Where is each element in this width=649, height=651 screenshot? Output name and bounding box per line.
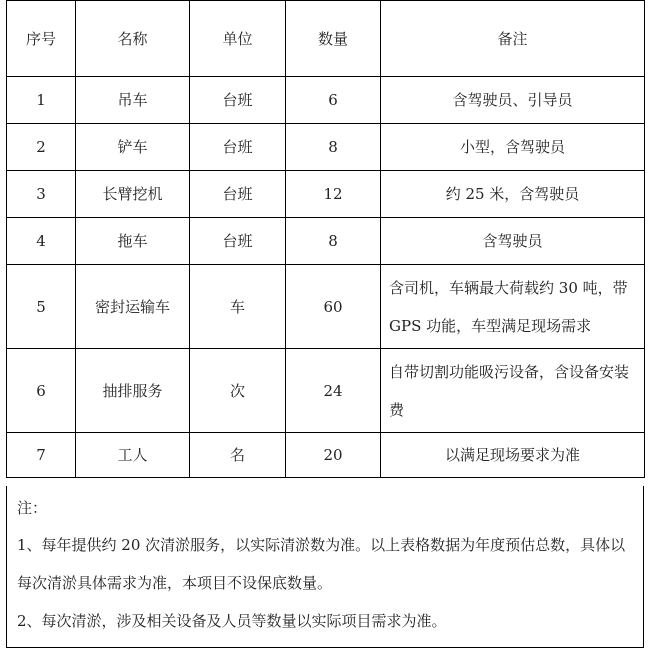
cell-no: 6 [7,349,76,433]
table-row [7,124,645,171]
cell-remark: 含驾驶员、引导员 [381,77,645,124]
cell-no: 2 [7,124,76,171]
table-header-row [7,1,645,77]
cell-unit: 名 [190,433,286,478]
cell-no: 7 [7,433,76,478]
cell-remark: 含驾驶员 [381,218,645,265]
cell-qty: 24 [286,349,381,433]
header-unit: 单位 [190,1,286,77]
header-no: 序号 [7,1,76,77]
note-item-2: 2、每次清淤，涉及相关设备及人员等数量以实际项目需求为准。 [17,612,447,630]
cell-no: 5 [7,265,76,349]
note-item-1: 1、每年提供约 20 次清淤服务，以实际清淤数为准。以上表格数据为年度预估总数，具体以每次清淤具体需求为准，本项目不设保底数量。 [17,536,626,592]
cell-name: 工人 [76,433,190,478]
table-row [7,265,645,349]
cell-unit: 台班 [190,171,286,218]
cell-remark: 约 25 米，含驾驶员 [381,171,645,218]
cell-remark: 以满足现场要求为准 [381,433,645,478]
header-remark: 备注 [381,1,645,77]
cell-no: 3 [7,171,76,218]
notes-title: 注： [17,499,48,517]
cell-remark: 自带切割功能吸污设备，含设备安装费 [381,349,645,433]
table-row [7,433,645,478]
cell-remark: 小型，含驾驶员 [381,124,645,171]
table-row [7,349,645,433]
header-name: 名称 [76,1,190,77]
notes-box [6,486,644,648]
cell-qty: 6 [286,77,381,124]
cell-name: 吊车 [76,77,190,124]
cell-name: 拖车 [76,218,190,265]
cell-qty: 8 [286,124,381,171]
cell-remark: 含司机，车辆最大荷载约 30 吨，带 GPS 功能，车型满足现场需求 [381,265,645,349]
cell-qty: 8 [286,218,381,265]
cell-unit: 台班 [190,124,286,171]
cell-name: 抽排服务 [76,349,190,433]
table-row [7,77,645,124]
cell-name: 铲车 [76,124,190,171]
table-row [7,171,645,218]
cell-name: 密封运输车 [76,265,190,349]
cell-unit: 台班 [190,218,286,265]
cell-qty: 20 [286,433,381,478]
header-qty: 数量 [286,1,381,77]
cell-no: 1 [7,77,76,124]
cell-no: 4 [7,218,76,265]
cell-name: 长臂挖机 [76,171,190,218]
table-row [7,218,645,265]
equipment-table [6,0,645,478]
cell-unit: 次 [190,349,286,433]
cell-unit: 台班 [190,77,286,124]
cell-qty: 60 [286,265,381,349]
cell-unit: 车 [190,265,286,349]
cell-qty: 12 [286,171,381,218]
